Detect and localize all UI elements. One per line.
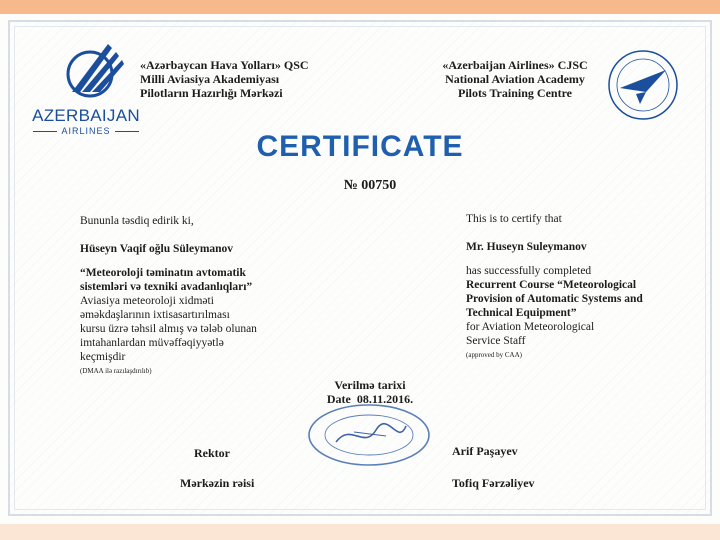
approval-note-az: (DMAA ilə razılaşdırılıb) bbox=[80, 367, 152, 375]
top-accent-bar bbox=[0, 0, 720, 14]
certificate-page bbox=[0, 14, 720, 524]
approval-note-en: (approved by CAA) bbox=[466, 351, 522, 359]
organization-name-en: «Azerbaijan Airlines» CJSC National Aviation Academy Pilots Training Centre bbox=[442, 58, 588, 100]
rector-name: Arif Paşayev bbox=[452, 444, 518, 458]
intro-en: This is to certify that bbox=[466, 213, 562, 225]
recipient-name-az: Hüseyn Vaqif oğlu Süleymanov bbox=[80, 243, 234, 255]
course-title-az-2: sistemləri və texniki avadanlıqları” bbox=[80, 281, 253, 293]
course-title-az-1: “Meteoroloji təminatın avtomatik bbox=[80, 267, 246, 279]
certificate-title: CERTIFICATE bbox=[256, 130, 464, 163]
course-title-en-1: Recurrent Course “Meteorological bbox=[466, 279, 637, 291]
academy-emblem-icon bbox=[606, 48, 680, 122]
brand-subtitle: AIRLINES bbox=[26, 126, 146, 136]
intro-az: Bununla təsdiq edirik ki, bbox=[80, 215, 194, 227]
certificate-body-az: Bununla təsdiq edirik ki, Hüseyn Vaqif oğlu Süleymanov “Meteoroloji təminatın avtomatik sistemləri və texniki avadanlıqları” Aviasiya meteoroloji xidməti əməkdaşlarının ixtisasartırılması kursu üzrə təhsil almış və tələb olunan imtahanlardan müvəffəqiyyətlə keçmişdir (DMAA ilə razılaşdırılıb) bbox=[80, 214, 310, 378]
course-title-en-2: Provision of Automatic Systems and bbox=[466, 293, 643, 305]
head-title: Mərkəzin rəisi bbox=[180, 476, 255, 490]
certificate-body-en: This is to certify that Mr. Huseyn Suleymanov has successfully completed Recurrent Course “Meteorological Provision of Automatic Systems and Technical Equipment” for Aviation Meteorological Service Staff (approved by CAA) bbox=[466, 212, 676, 362]
organization-name-az: «Azərbaycan Hava Yolları» QSC Milli Aviasiya Akademiyası Pilotların Hazırlığı Mərkəzi bbox=[140, 58, 309, 100]
brand-name: AZERBAIJAN bbox=[32, 106, 140, 125]
head-name: Tofiq Fərzəliyev bbox=[452, 476, 535, 490]
certificate-number: № 00750 bbox=[343, 178, 397, 193]
bottom-accent-bar bbox=[0, 524, 720, 540]
course-title-en-3: Technical Equipment” bbox=[466, 307, 577, 319]
recipient-name-en: Mr. Huseyn Suleymanov bbox=[466, 241, 587, 253]
official-seal-icon bbox=[306, 402, 432, 468]
issue-date: Verilmə tarixi Date 08.11.2016. bbox=[326, 378, 414, 406]
rector-title: Rektor bbox=[194, 446, 230, 460]
